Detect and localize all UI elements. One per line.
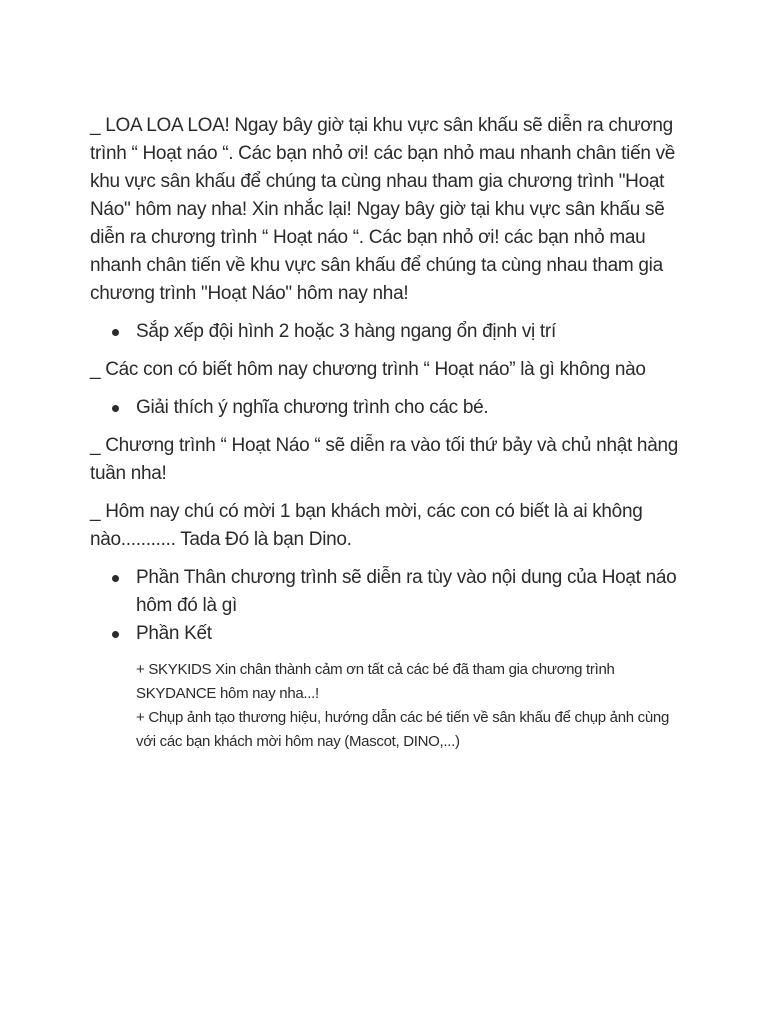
question-paragraph: _ Các con có biết hôm nay chương trình “ Hoạt náo” là gì không nào xyxy=(90,359,646,380)
closing-note-thanks: + SKYKIDS Xin chân thành cảm ơn tất cả các bé đã tham gia chương trình SKYDANCE hôm nay nha...! xyxy=(136,661,615,702)
bullet-text: Sắp xếp đội hình 2 hoặc 3 hàng ngang ổn định vị trí xyxy=(136,321,556,342)
bullet-icon xyxy=(112,329,119,336)
document-page xyxy=(90,112,690,754)
bullet-icon xyxy=(112,405,119,412)
schedule-paragraph: _ Chương trình “ Hoạt Náo “ sẽ diễn ra vào tối thứ bảy và chủ nhật hàng tuần nha! xyxy=(90,435,678,484)
bullet-list-2 xyxy=(90,394,690,422)
bullet-item-closing-section xyxy=(90,620,690,648)
intro-paragraph: _ LOA LOA LOA! Ngay bây giờ tại khu vực sân khấu sẽ diễn ra chương trình “ Hoạt náo “. Các bạn nhỏ ơi! các bạn nhỏ mau nhanh chân tiến về khu vực sân khấu để chúng ta cùng nhau tham gia chương trình "Hoạt Náo" hôm nay nha! Xin nhắc lại! Ngay bây giờ tại khu vực sân khấu sẽ diễn ra chương trình “ Hoạt náo “. Các bạn nhỏ ơi! các bạn nhỏ mau nhanh chân tiến về khu vực sân khấu để chúng ta cùng nhau tham gia chương trình "Hoạt Náo" hôm nay nha! xyxy=(90,115,676,304)
bullet-text: Giải thích ý nghĩa chương trình cho các bé. xyxy=(136,397,489,418)
guest-paragraph: _ Hôm nay chú có mời 1 bạn khách mời, các con có biết là ai không nào........... Tada Đó là bạn Dino. xyxy=(90,501,643,550)
bullet-item-explain xyxy=(90,394,690,422)
bullet-icon xyxy=(112,631,119,638)
bullet-text: Phần Kết xyxy=(136,623,212,644)
bullet-icon xyxy=(112,575,119,582)
bullet-item-body-section xyxy=(90,564,690,620)
closing-note-photo: + Chụp ảnh tạo thương hiệu, hướng dẫn các bé tiến về sân khấu để chụp ảnh cùng với các bạn khách mời hôm nay (Mascot, DINO,...) xyxy=(136,709,670,750)
bullet-list-3 xyxy=(90,564,690,648)
bullet-text: Phần Thân chương trình sẽ diễn ra tùy vào nội dung của Hoạt náo hôm đó là gì xyxy=(136,567,677,616)
bullet-list-1 xyxy=(90,318,690,346)
bullet-item-formation xyxy=(90,318,690,346)
